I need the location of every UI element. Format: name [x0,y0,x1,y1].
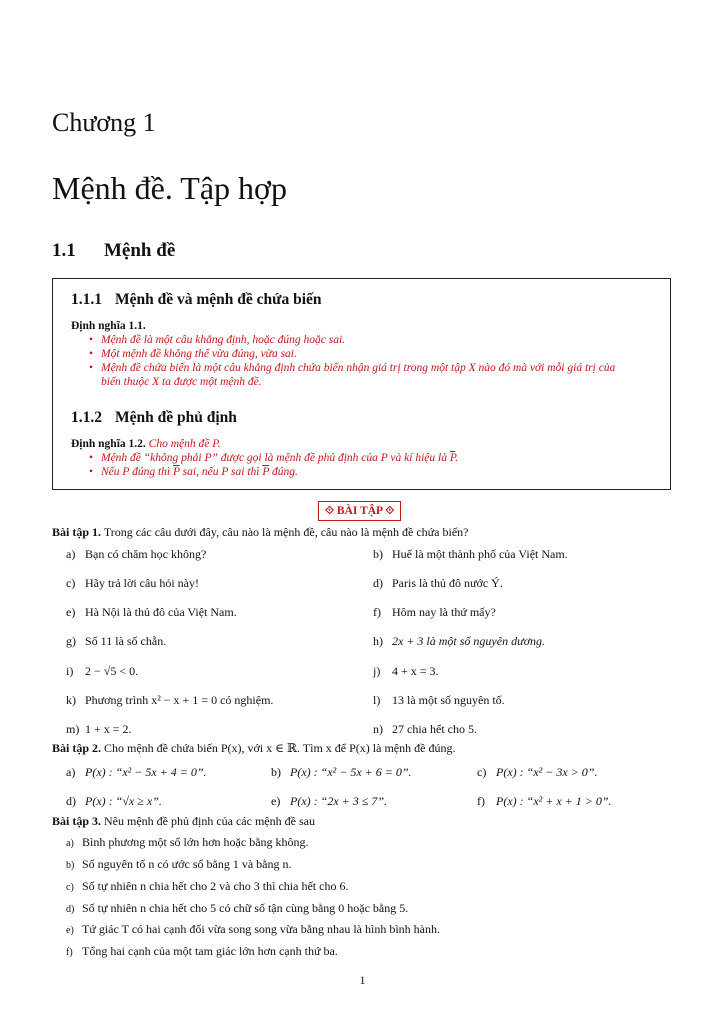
exercise-text: Nêu mệnh đề phủ định của các mệnh đề sau [104,814,315,828]
list-item [66,879,348,894]
definition-label: Định nghĩa 1.2. [71,438,146,450]
item-label: e) [66,925,74,936]
option-label: n) [373,722,383,736]
option-label: a) [66,765,76,779]
section-number: 1.1 [52,240,76,261]
exercise-option [477,765,597,780]
bullet-text: đúng. [269,466,298,478]
item-label: f) [66,947,73,958]
exercise-option [66,634,166,649]
option-text: P(x) : “2x + 3 ≤ 7”. [290,794,388,808]
option-text: P(x) : “x² − 3x > 0”. [496,765,598,779]
exercise-label: Bài tập 3. [52,814,102,828]
item-label: c) [66,882,74,893]
list-item [66,922,440,937]
bullet-text: sai, nếu P sai thì [179,466,263,478]
exercise-option [373,576,503,591]
exercise-option [373,605,496,620]
option-text: Hôm nay là thứ mấy? [392,605,496,619]
definition-bullet-line: biến thuộc X ta được một mệnh đề. [101,376,262,388]
option-label: m) [66,722,80,736]
definition-bullet [101,451,654,465]
definition-bullets [71,451,654,479]
exercise-1-heading [52,525,468,540]
section-title: Mệnh đề [104,240,176,261]
exercise-option [373,722,477,737]
exercise-option [66,693,273,708]
exercise-option [66,722,132,737]
option-label: j) [373,664,381,678]
option-label: b) [373,547,383,561]
exercise-option [373,634,545,649]
exercise-option [66,664,138,679]
exercise-option [66,605,237,620]
option-text: Huế là một thành phố của Việt Nam. [392,547,568,561]
definition-box [52,278,671,490]
exercise-text: Cho mệnh đề chứa biến P(x), với x ∈ ℝ. Tìm x để P(x) là mệnh đề đúng. [104,741,456,755]
item-text: Số nguyên tố n có ước số bằng 1 và bằng n. [82,857,292,871]
option-label: a) [66,547,76,561]
exercises-badge: ⟐ BÀI TẬP ⟐ [318,501,401,521]
item-text: Tứ giác T có hai cạnh đối vừa song song vừa bằng nhau là hình bình hành. [82,922,440,936]
chapter-title: Mệnh đề. Tập hợp [52,170,287,206]
option-text: Số 11 là số chẵn. [85,634,167,648]
exercise-option [66,794,162,809]
option-label: i) [66,664,74,678]
option-text: P(x) : “√x ≥ x”. [85,794,162,808]
section-heading [52,240,175,262]
definition-bullet: • Mệnh đề là một câu khẳng định, hoặc đúng hoặc sai. [101,333,654,347]
option-text: 27 chia hết cho 5. [392,722,477,736]
chapter-label: Chương 1 [52,108,156,137]
exercise-option [373,547,568,562]
definition-bullet [101,465,654,479]
option-text: P(x) : “x² − 5x + 6 = 0”. [290,765,412,779]
bullet-text: Mệnh đề “không phải P” được gọi là mệnh đề phủ định của P và kí hiệu là [101,452,450,464]
list-item [66,901,408,916]
definition-bullet: • Một mệnh đề không thể vừa đúng, vừa sai. [101,347,654,361]
exercise-option [271,794,387,809]
subsection-heading-1 [71,291,654,309]
option-label: e) [271,794,281,808]
exercise-2-heading [52,741,455,756]
exercise-option [66,765,207,780]
option-text: P(x) : “x² + x + 1 > 0”. [496,794,612,808]
exercise-3-heading [52,814,315,829]
subsection-title: Mệnh đề phủ định [115,409,237,426]
negation-symbol: $\overline{P}$ [172,466,180,478]
negation-symbol: $\overline{P}$ [449,452,456,464]
option-text: 2x + 3 là một số nguyên dương. [392,634,546,648]
option-label: l) [373,693,381,707]
option-text: Paris là thủ đô nước Ý. [392,576,503,590]
option-label: f) [373,605,381,619]
option-text: 13 là một số nguyên tố. [392,693,505,707]
option-label: h) [373,634,383,648]
option-label: k) [66,693,76,707]
definition-intro: Cho mệnh đề P. [148,438,221,450]
option-text: Hãy trả lời câu hỏi này! [85,576,199,590]
exercise-text: Trong các câu dưới đây, câu nào là mệnh đề, câu nào là mệnh đề chứa biến? [103,525,469,539]
option-text: Hà Nội là thủ đô của Việt Nam. [85,605,237,619]
option-label: d) [373,576,383,590]
option-label: g) [66,634,76,648]
exercise-option [271,765,412,780]
negation-symbol: $\overline{P}$ [262,466,270,478]
option-label: e) [66,605,76,619]
option-text: 1 + x = 2. [85,722,132,736]
option-text: P(x) : “x² − 5x + 4 = 0”. [85,765,207,779]
option-label: c) [477,765,487,779]
item-label: b) [66,860,75,871]
item-text: Số tự nhiên n chia hết cho 5 có chữ số tận cùng bằng 0 hoặc bằng 5. [82,901,409,915]
bullet-text: Nếu P đúng thì [101,466,173,478]
definition-bullet [101,361,654,389]
item-text: Bình phương một số lớn hơn hoặc bằng không. [82,835,309,849]
option-text: 2 − √5 < 0. [85,664,139,678]
list-item [66,835,309,850]
list-item [66,944,338,959]
exercise-option [66,576,199,591]
exercise-option [373,693,505,708]
definition-bullet-line: Mệnh đề chứa biến là một câu khẳng định chứa biến nhận giá trị trong một tập X nào đó mà với mỗi giá trị của [101,362,616,374]
bullet-text: . [455,452,459,464]
option-label: c) [66,576,76,590]
item-label: a) [66,838,74,849]
option-label: d) [66,794,76,808]
subsection-heading-2 [71,409,654,427]
exercise-option [66,547,206,562]
option-text: 4 + x = 3. [392,664,439,678]
option-text: Bạn có chăm học không? [85,547,207,561]
subsection-number: 1.1.1 [71,291,102,308]
item-label: d) [66,904,75,915]
subsection-title: Mệnh đề và mệnh đề chứa biến [115,291,322,308]
exercise-label: Bài tập 1. [52,525,102,539]
item-text: Số tự nhiên n chia hết cho 2 và cho 3 thì chia hết cho 6. [82,879,349,893]
option-label: b) [271,765,281,779]
item-text: Tổng hai cạnh của một tam giác lớn hơn cạnh thứ ba. [82,944,338,958]
option-text: Phương trình x² − x + 1 = 0 có nghiệm. [85,693,274,707]
subsection-number: 1.1.2 [71,409,102,426]
exercise-label: Bài tập 2. [52,741,102,755]
definition-bullets [71,333,654,389]
page-number: 1 [359,973,366,987]
exercise-option [477,794,612,809]
exercise-option [373,664,439,679]
option-label: f) [477,794,485,808]
definition-label: Định nghĩa 1.1. [71,320,146,332]
list-item [66,857,291,872]
